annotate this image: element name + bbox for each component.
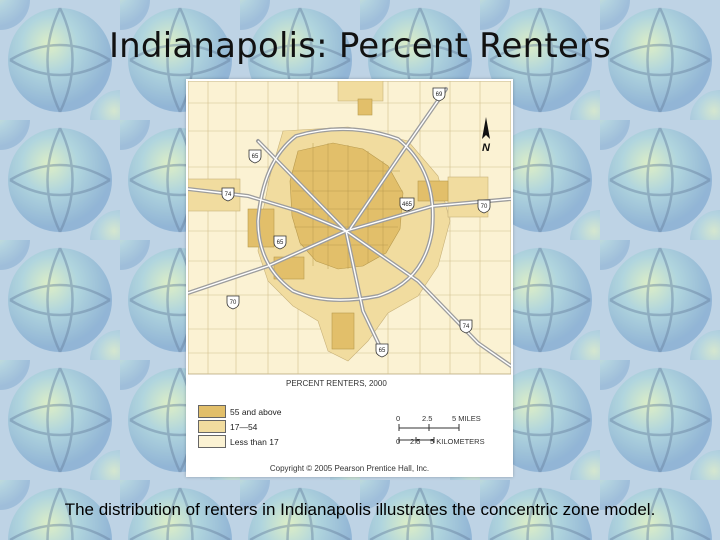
legend-swatch — [198, 420, 226, 433]
legend-label: Less than 17 — [230, 437, 279, 447]
shield-70-east-label: 70 — [480, 204, 488, 210]
shield-65-south-label: 65 — [378, 348, 386, 354]
shield-74-southeast — [460, 320, 472, 333]
shield-65-south — [376, 344, 388, 357]
north-label: N — [482, 142, 490, 154]
shield-65-west — [274, 236, 286, 249]
shield-70-west-label: 70 — [229, 300, 237, 306]
slide-title: Indianapolis: Percent Renters — [108, 26, 612, 66]
shield-74-west — [222, 188, 234, 201]
shield-465-label: 465 — [401, 202, 413, 208]
legend-title: PERCENT RENTERS, 2000 — [286, 379, 387, 388]
slide-caption: The distribution of renters in Indianapolis illustrates the concentric zone model. — [64, 500, 656, 519]
shield-70-west — [227, 296, 239, 309]
legend-label: 55 and above — [230, 407, 282, 417]
shield-74-southeast-label: 74 — [462, 324, 470, 330]
scale-km-0: 0 — [396, 437, 401, 446]
shield-65-north-label: 65 — [251, 154, 259, 160]
scale-miles-0: 0 — [396, 414, 401, 423]
shield-465 — [400, 198, 414, 211]
copyright-notice: Copyright © 2005 Pearson Prentice Hall, Inc. — [269, 464, 430, 473]
scale-miles-2-5: 2.5 — [422, 414, 433, 423]
legend-label: 17—54 — [230, 422, 258, 432]
shield-70-east — [478, 200, 490, 213]
shield-74-west-label: 74 — [224, 192, 232, 198]
shield-65-north — [249, 150, 261, 163]
shield-65-west-label: 65 — [276, 240, 284, 246]
legend-swatch — [198, 405, 226, 418]
scale-miles-5: 5 MILES — [452, 414, 481, 423]
shield-69 — [433, 88, 445, 101]
scale-km-2-5: 2.5 — [410, 437, 421, 446]
legend-swatch — [198, 435, 226, 448]
renters-map — [186, 79, 513, 477]
scale-km-5: 5 KILOMETERS — [430, 437, 485, 446]
shield-69-label: 69 — [435, 92, 443, 98]
